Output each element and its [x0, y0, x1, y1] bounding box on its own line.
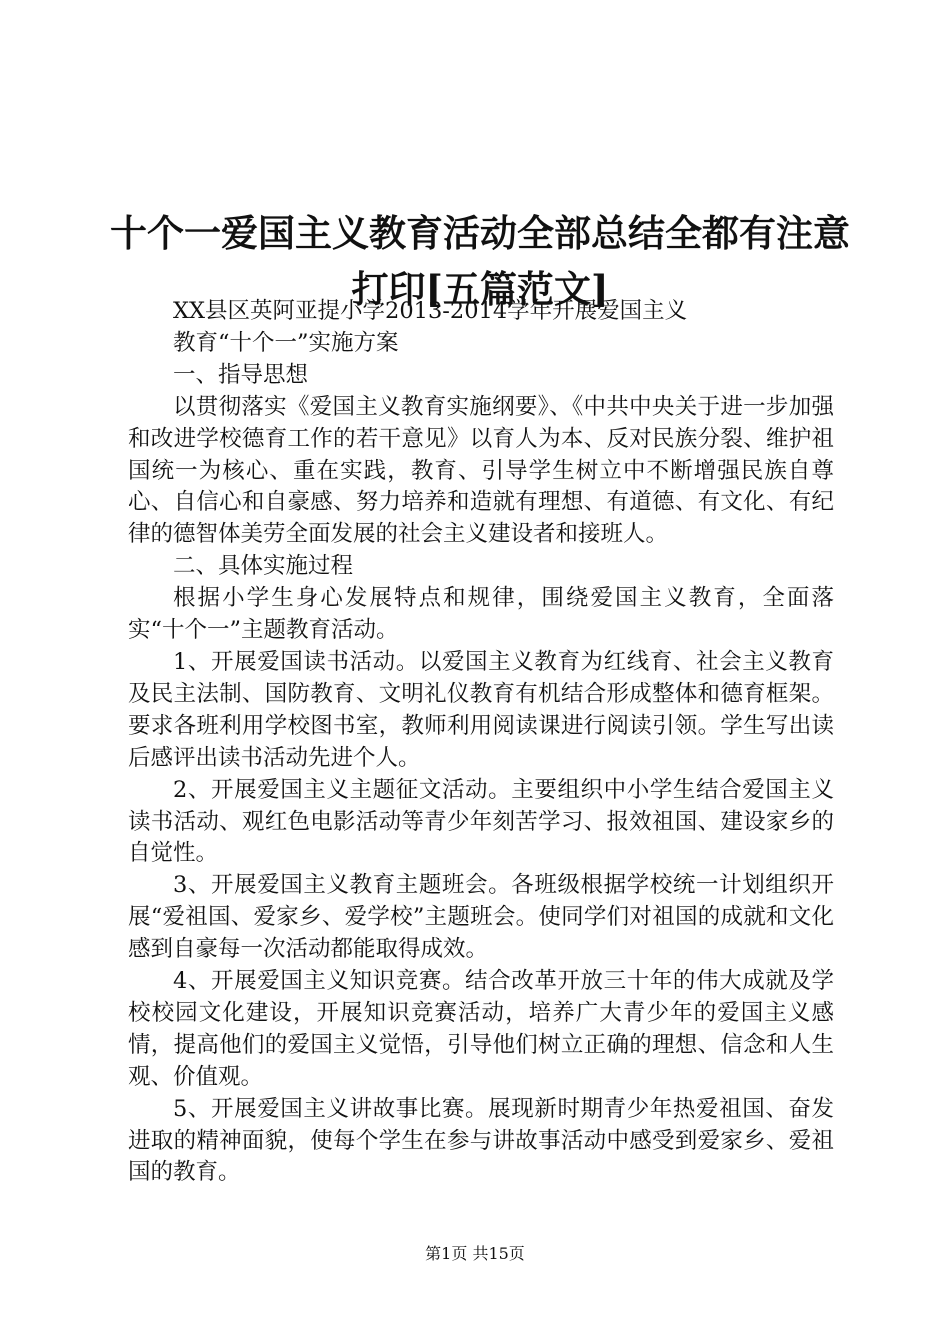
- paragraph-item-3: 3、开展爱国主义教育主题班会。各班级根据学校统一计划组织开展“爱祖国、爱家乡、爱学校”主题班会。使同学们对祖国的成就和文化感到自豪每一次活动都能取得成效。: [128, 872, 834, 963]
- title-line-1: 十个一爱国主义教育活动全部总结全都有注意: [110, 210, 850, 255]
- subtitle-line-2: 教育“十个一”实施方案: [173, 329, 399, 356]
- subtitle-line-1: XX县区英阿亚提小学2013-2014学年开展爱国主义: [173, 298, 688, 324]
- section-heading-guiding-ideology: 一、指导思想: [173, 361, 309, 388]
- paragraph-item-4: 4、开展爱国主义知识竞赛。结合改革开放三十年的伟大成就及学校校园文化建设，开展知识竞赛活动，培养广大青少年的爱国主义感情，提高他们的爱国主义觉悟，引导他们树立正确的理想、信念和人生观、价值观。: [128, 968, 834, 1090]
- paragraph-item-1: 1、开展爱国读书活动。以爱国主义教育为红线育、社会主义教育及民主法制、国防教育、文明礼仪教育有机结合形成整体和德育框架。要求各班利用学校图书室，教师利用阅读课进行阅读引领。学生写出读后感评出读书活动先进个人。: [128, 648, 834, 771]
- section-heading-implementation: 二、具体实施过程: [173, 553, 354, 580]
- page-number-footer: 第1页 共15页: [425, 1244, 525, 1263]
- paragraph-implementation-intro: 根据小学生身心发展特点和规律，围绕爱国主义教育，全面落实“十个一”主题教育活动。: [128, 585, 834, 644]
- paragraph-guiding-ideology: 以贯彻落实《爱国主义教育实施纲要》、《中共中央关于进一步加强和改进学校德育工作的若干意见》以育人为本、反对民族分裂、维护祖国统一为核心、重在实践，教育、引导学生树立中不断增强民族自尊心、自信心和自豪感、努力培养和造就有理想、有道德、有文化、有纪律的德智体美劳全面发展的社会主义建设者和接班人。: [128, 393, 834, 548]
- paragraph-item-5: 5、开展爱国主义讲故事比赛。展现新时期青少年热爱祖国、奋发进取的精神面貌，使每个学生在参与讲故事活动中感受到爱家乡、爱祖国的教育。: [128, 1095, 834, 1186]
- paragraph-item-2: 2、开展爱国主义主题征文活动。主要组织中小学生结合爱国主义读书活动、观红色电影活动等青少年刻苦学习、报效祖国、建设家乡的自觉性。: [128, 776, 834, 867]
- document-body: [128, 296, 834, 1189]
- title-line-2: 打印[五篇范文]: [351, 266, 609, 311]
